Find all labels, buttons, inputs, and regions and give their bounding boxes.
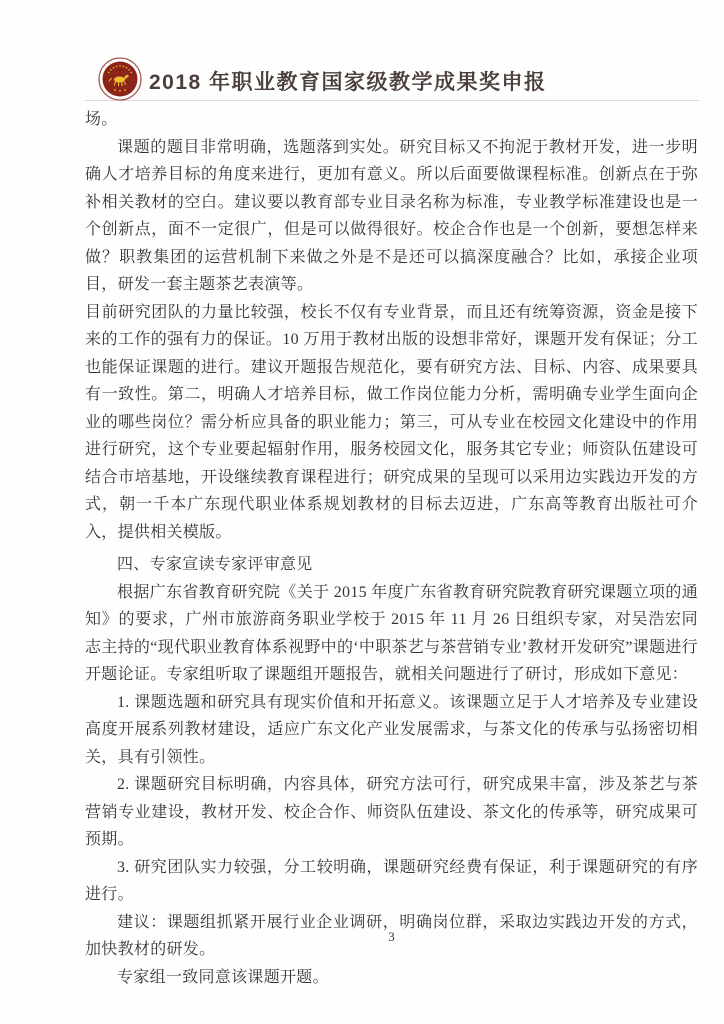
paragraph: 建议：课题组抓紧开展行业企业调研，明确岗位群，采取边实践边开发的方式，加快教材的研发。	[85, 913, 698, 958]
paragraph: 目前研究团队的力量比较强，校长不仅有专业背景，而且还有统筹资源，资金是接下来的工作的强有力的保证。10 万用于教材出版的设想非常好，课题开发有保证；分工也能保证课题的进行。建议开题报告规范化，要有研究方法、目标、内容、成果要具有一致性。第二，明确人才培养目标，做工作岗位能力分析，需明确专业学生面向企业的哪些岗位？需分析应具备的职业能力；第三，可从专业在校园文化建设中的作用进行研究，这个专业要起辐射作用，服务校园文化，服务其它专业；师资队伍建设可结合市培基地，开设继续教育课程进行；研究成果的呈现可以采用边实践边开发的方式，朝一千本广东现代职业体系规划教材的目标去迈进，广东高等教育出版社可介入，提供相关模版。	[85, 303, 698, 541]
paragraph: 1. 课题选题和研究具有现实价值和开拓意义。该课题立足于人才培养及专业建设高度开展系列教材建设，适应广东文化产业发展需求，与茶文化的传承与弘扬密切相关，具有引领性。	[85, 693, 698, 766]
school-seal-logo	[98, 57, 142, 101]
paragraph: 课题的题目非常明确，选题落到实处。研究目标又不拘泥于教材开发，进一步明确人才培养目标的角度来进行，更加有意义。所以后面要做课程标准。创新点在于弥补相关教材的空白。建议要以教育部专业目录名称为标准，专业教学标准建设也是一个创新点，面不一定很广，但是可以做得很好。校企合作也是一个创新，要想怎样来做？职教集团的运营机制下来做之外是不是还可以搞深度融合？比如，承接企业项目，研发一套主题茶艺表演等。	[85, 138, 698, 293]
paragraph: 四、专家宣读专家评审意见	[117, 556, 313, 573]
paragraph: 专家组一致同意该课题开题。	[117, 968, 329, 986]
page-number: 3	[388, 929, 395, 944]
seal-icon	[98, 57, 142, 101]
paragraph: 2. 课题研究目标明确，内容具体，研究方法可行，研究成果丰富，涉及茶艺与茶营销专业建设，教材开发、校企合作、师资队伍建设、茶文化的传承等，研究成果可预期。	[85, 776, 698, 848]
paragraph: 根据广东省教育研究院《关于 2015 年度广东省教育研究院教育研究课题立项的通知》的要求，广州市旅游商务职业学校于 2015 年 11 月 26 日组织专家，对吴浩宏同志主持的“现代职业教育体系视野中的‘中职茶艺与茶营销专业’教材开发研究”课题进行开题论证。专家组听取了课题组开题报告，就相关问题进行了研讨，形成如下意见：	[85, 583, 698, 683]
header-title: 2018 年职业教育国家级教学成果奖申报	[149, 71, 547, 94]
document-body	[85, 106, 698, 991]
paragraph: 3. 研究团队实力较强，分工较明确，课题研究经费有保证，利于课题研究的有序进行。	[85, 858, 698, 903]
header-divider	[85, 100, 699, 101]
paragraph: 场。	[85, 111, 118, 128]
